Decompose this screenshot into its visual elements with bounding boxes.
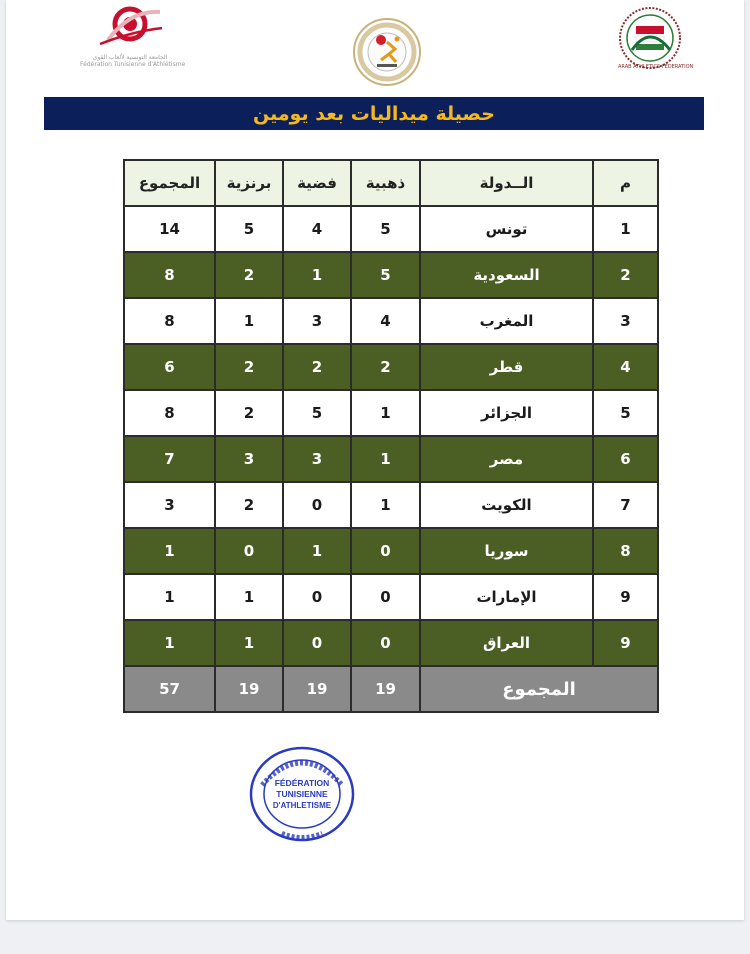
cell-country: سوريا [420,528,593,574]
cell-country: الكويت [420,482,593,528]
cell-country: مصر [420,436,593,482]
tunisian-federation-logo-icon [80,2,180,58]
cell-country: الإمارات [420,574,593,620]
cell-country: تونس [420,206,593,252]
cell-rank: 7 [593,482,658,528]
cell-silver: 3 [283,436,351,482]
cell-gold: 5 [351,206,420,252]
cell-country: الجزائر [420,390,593,436]
header-gold: ذهبية [351,160,420,206]
left-logo-caption-fr: Fédération Tunisienne d'Athlétisme [80,61,186,68]
cell-rank: 8 [593,528,658,574]
cell-gold: 5 [351,252,420,298]
cell-bronze: 0 [215,528,283,574]
cell-bronze: 2 [215,252,283,298]
table-row [124,298,658,344]
totals-total: 57 [124,666,215,712]
table-row [124,436,658,482]
totals-bronze: 19 [215,666,283,712]
cell-rank: 6 [593,436,658,482]
cell-gold: 0 [351,620,420,666]
page-title: حصيلة ميداليات بعد يومين [253,102,495,125]
cell-total: 3 [124,482,215,528]
cell-silver: 0 [283,620,351,666]
header-total: المجموع [124,160,215,206]
cell-gold: 1 [351,390,420,436]
cell-rank: 9 [593,620,658,666]
cell-gold: 0 [351,528,420,574]
cell-total: 7 [124,436,215,482]
stamp-line-2: TUNISIENNE [276,789,328,799]
table-row [124,252,658,298]
cell-bronze: 2 [215,344,283,390]
cell-rank: 9 [593,574,658,620]
header-silver: فضية [283,160,351,206]
cell-bronze: 1 [215,620,283,666]
cell-silver: 1 [283,528,351,574]
table-row [124,620,658,666]
cell-country: المغرب [420,298,593,344]
cell-silver: 0 [283,574,351,620]
cell-silver: 1 [283,252,351,298]
cell-gold: 1 [351,436,420,482]
cell-total: 8 [124,252,215,298]
cell-silver: 2 [283,344,351,390]
table-row [124,528,658,574]
championship-emblem-icon [349,16,425,88]
cell-gold: 1 [351,482,420,528]
totals-silver: 19 [283,666,351,712]
cell-bronze: 5 [215,206,283,252]
totals-label: المجموع [420,666,658,712]
cell-bronze: 3 [215,436,283,482]
cell-rank: 5 [593,390,658,436]
cell-bronze: 2 [215,482,283,528]
totals-row [124,666,658,712]
cell-bronze: 1 [215,574,283,620]
totals-gold: 19 [351,666,420,712]
federation-stamp [248,745,356,843]
cell-silver: 5 [283,390,351,436]
cell-total: 8 [124,390,215,436]
cell-total: 1 [124,620,215,666]
stamp-line-1: FÉDÉRATION [274,778,330,788]
medal-table [123,159,659,713]
table-header-row [124,160,658,206]
stamp-line-3: D'ATHLETISME [272,801,332,810]
table-row [124,206,658,252]
header-country: الــدولة [420,160,593,206]
cell-bronze: 1 [215,298,283,344]
cell-total: 8 [124,298,215,344]
right-logo-caption: ARAB ATHLETICS FEDERATION [618,64,694,70]
title-bar [44,97,704,130]
table-row [124,482,658,528]
cell-rank: 3 [593,298,658,344]
header-rank: م [593,160,658,206]
cell-gold: 4 [351,298,420,344]
cell-total: 1 [124,574,215,620]
cell-country: العراق [420,620,593,666]
cell-bronze: 2 [215,390,283,436]
cell-total: 14 [124,206,215,252]
cell-silver: 4 [283,206,351,252]
table-row [124,390,658,436]
table-row [124,574,658,620]
arab-athletics-federation-logo [612,6,694,72]
cell-total: 6 [124,344,215,390]
left-logo-caption-ar: الجامعة التونسية لألعاب القوى [92,54,168,61]
cell-gold: 2 [351,344,420,390]
cell-rank: 1 [593,206,658,252]
cell-total: 1 [124,528,215,574]
arab-athletics-federation-icon [612,6,694,72]
tunisian-federation-logo [80,2,186,68]
cell-silver: 0 [283,482,351,528]
cell-country: السعودية [420,252,593,298]
cell-rank: 2 [593,252,658,298]
arab-youth-championship-emblem [349,16,425,88]
cell-country: قطر [420,344,593,390]
federation-stamp-icon [248,745,356,843]
cell-silver: 3 [283,298,351,344]
cell-rank: 4 [593,344,658,390]
cell-gold: 0 [351,574,420,620]
table-row [124,344,658,390]
header-bronze: برنزية [215,160,283,206]
